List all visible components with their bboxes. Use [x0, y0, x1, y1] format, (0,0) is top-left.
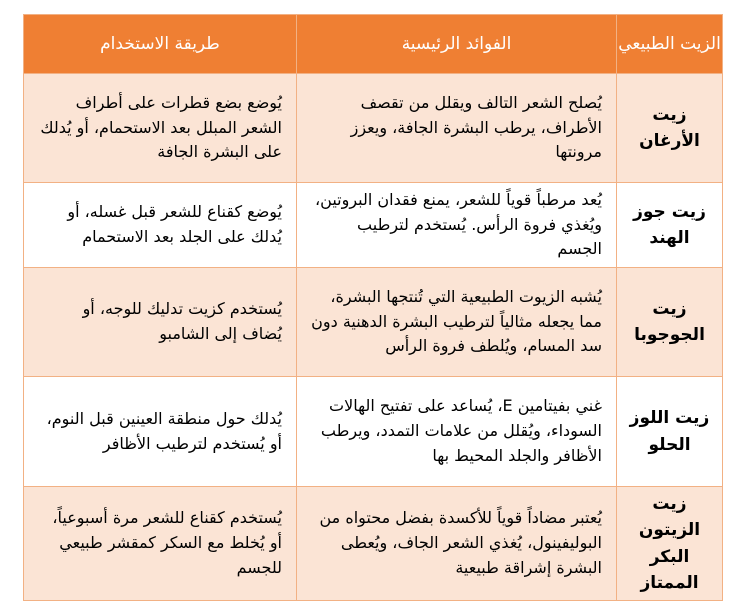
- table-row: [24, 377, 723, 487]
- benefits-cell: يُصلح الشعر التالف ويقلل من تقصف الأطراف، يرطب البشرة الجافة، ويعزز مرونتها: [297, 74, 617, 183]
- oil-name-cell: زيت الزيتون البكر الممتاز: [617, 487, 723, 601]
- table-header-row: [24, 15, 723, 74]
- oils-table-container: [23, 14, 722, 601]
- benefits-cell: يُعد مرطباً قوياً للشعر، يمنع فقدان البروتين، ويُغذي فروة الرأس. يُستخدم لترطيب الجسم: [297, 183, 617, 268]
- table-row: [24, 183, 723, 268]
- oil-name-cell: زيت الأرغان: [617, 74, 723, 183]
- table-row: [24, 487, 723, 601]
- natural-oils-table: [23, 14, 723, 601]
- header-usage: طريقة الاستخدام: [24, 15, 297, 74]
- usage-cell: يُوضع بضع قطرات على أطراف الشعر المبلل بعد الاستحمام، أو يُدلك على البشرة الجافة: [24, 74, 297, 183]
- usage-cell: يُستخدم كزيت تدليك للوجه، أو يُضاف إلى الشامبو: [24, 268, 297, 377]
- usage-cell: يُدلك حول منطقة العينين قبل النوم، أو يُستخدم لترطيب الأظافر: [24, 377, 297, 487]
- usage-cell: يُستخدم كقناع للشعر مرة أسبوعياً، أو يُخلط مع السكر كمقشر طبيعي للجسم: [24, 487, 297, 601]
- benefits-cell: يُعتبر مضاداً قوياً للأكسدة بفضل محتواه من البوليفينول، يُغذي الشعر الجاف، ويُعطى البشرة إشراقة طبيعية: [297, 487, 617, 601]
- oil-name-cell: زيت اللوز الحلو: [617, 377, 723, 487]
- header-benefits: الفوائد الرئيسية: [297, 15, 617, 74]
- usage-cell: يُوضع كقناع للشعر قبل غسله، أو يُدلك على الجلد بعد الاستحمام: [24, 183, 297, 268]
- oil-name-cell: زيت جوز الهند: [617, 183, 723, 268]
- benefits-cell: يُشبه الزيوت الطبيعية التي تُنتجها البشرة، مما يجعله مثالياً لترطيب البشرة الدهنية دون سد المسام، ويُلطف فروة الرأس: [297, 268, 617, 377]
- benefits-cell: غني بفيتامين E، يُساعد على تفتيح الهالات السوداء، ويُقلل من علامات التمدد، ويرطب الأظافر والجلد المحيط بها: [297, 377, 617, 487]
- table-row: [24, 74, 723, 183]
- oil-name-cell: زيت الجوجوبا: [617, 268, 723, 377]
- table-row: [24, 268, 723, 377]
- header-oil: الزيت الطبيعي: [617, 15, 723, 74]
